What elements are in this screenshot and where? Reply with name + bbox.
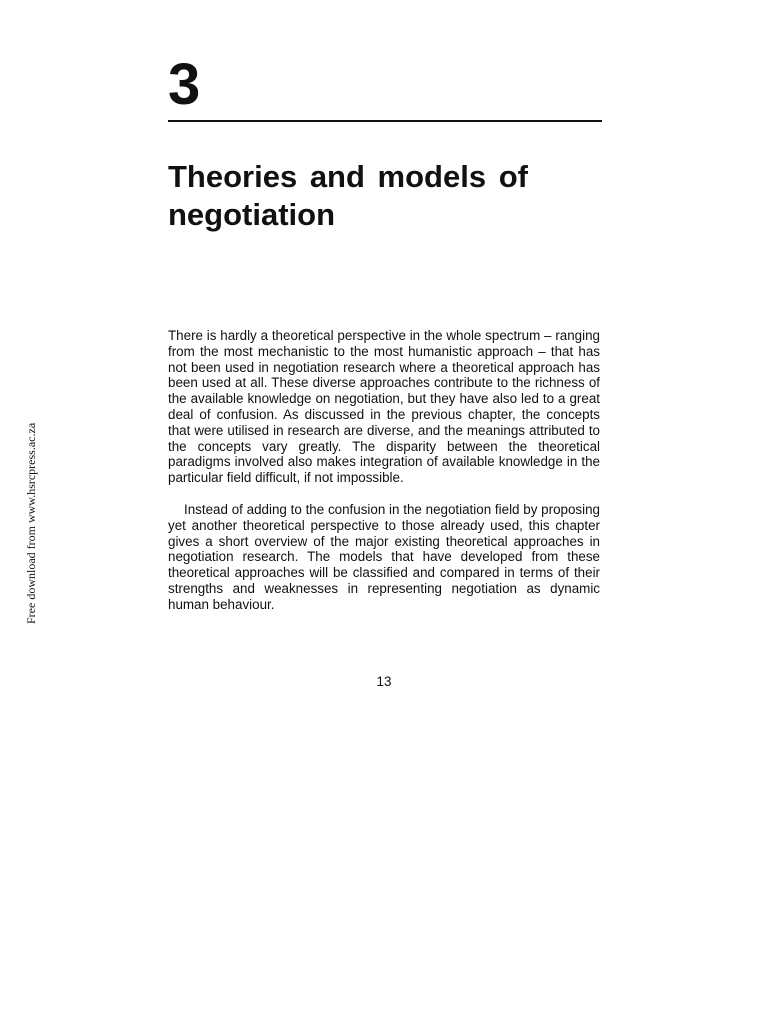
chapter-number: 3 xyxy=(168,52,201,117)
chapter-rule xyxy=(168,120,602,122)
chapter-body xyxy=(168,328,600,613)
side-download-note: Free download from www.hsrcpress.ac.za xyxy=(24,422,38,624)
body-paragraph-1: There is hardly a theoretical perspective in the whole spectrum – ranging from the most mechanistic to the most humanistic approach – that has not been used in negotiation research where a theoretical approach has been used at all. These diverse approaches contribute to the richness of the available knowledge on negotiation, but they have also led to a great deal of confusion. As discussed in the previous chapter, the concepts that were utilised in research are diverse, and the meanings attributed to the concepts vary greatly. The disparity between the theoretical paradigms involved also makes integration of available knowledge in the particular field difficult, if not impossible. xyxy=(168,328,600,486)
page-number: 13 xyxy=(376,674,392,689)
chapter-title: Theories and models of negotiation xyxy=(168,159,528,232)
body-paragraph-2: Instead of adding to the confusion in the negotiation field by proposing yet another theoretical perspective to those already used, this chapter gives a short overview of the major existing theoretical approaches in negotiation research. The models that have developed from these theoretical approaches will be classified and compared in terms of their strengths and weaknesses in representing negotiation as dynamic human behaviour. xyxy=(168,501,600,612)
